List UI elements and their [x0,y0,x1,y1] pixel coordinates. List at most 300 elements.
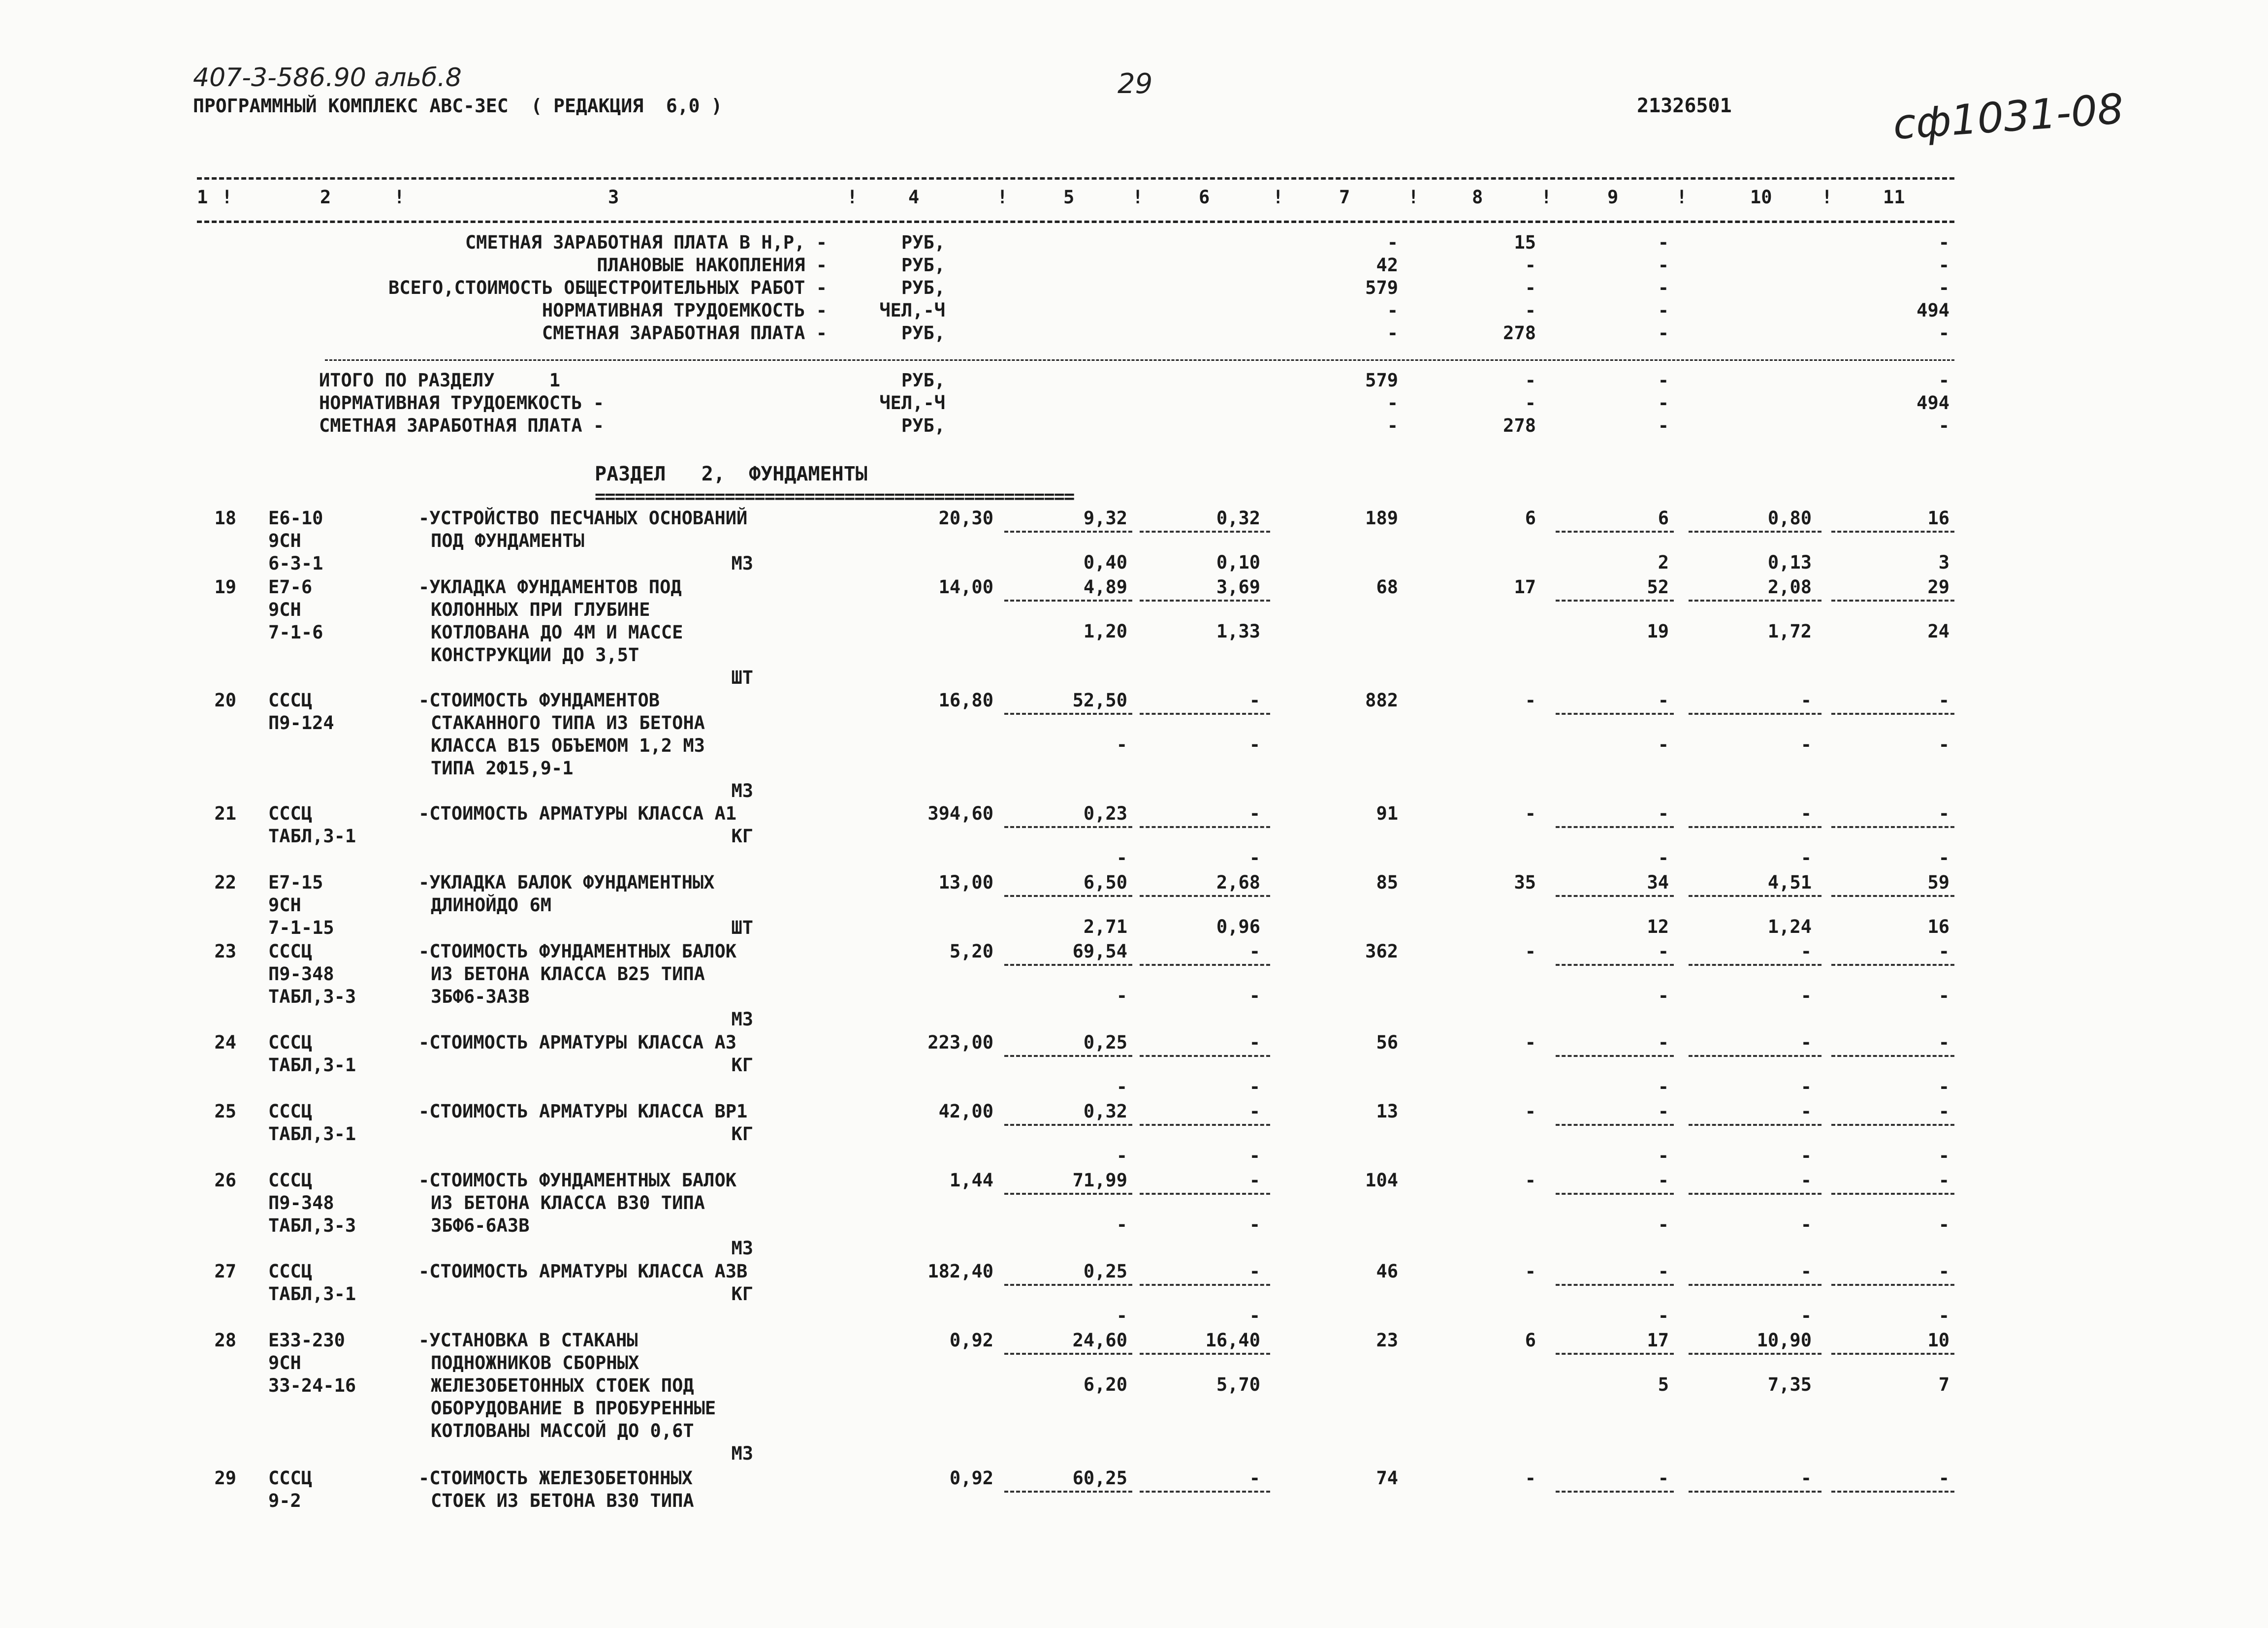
item-code: СССЦ [268,1032,313,1053]
summary-label: СМЕТНАЯ ЗАРАБОТНАЯ ПЛАТА - [319,415,605,436]
labor-unit: - [1800,1032,1812,1053]
unit-cost-machines: - [1249,690,1260,711]
item-unit: КГ [731,1283,753,1305]
column-header-2: 2 [320,187,331,208]
item-description: 3БФ6-3А3В [431,986,530,1007]
underline [1556,600,1674,602]
column-header-1: 1 [197,187,208,208]
labor-total: - [1938,690,1949,711]
item-number: 18 [214,508,236,529]
sub-labor-unit: - [1800,985,1812,1006]
item-code: СССЦ [268,1468,313,1489]
total-machines: - [1658,803,1669,824]
sub-unit-cost-machines: 0,96 [1216,916,1260,937]
underline [1689,1124,1821,1126]
underline [1140,1193,1270,1195]
sub-unit-cost-machines: - [1249,1305,1260,1326]
item-code: СССЦ [268,1261,313,1282]
sub-labor-unit: 0,13 [1767,552,1812,573]
item-code: 9СН [268,599,301,620]
underline [1556,1284,1674,1286]
item-description: -СТОИМОСТЬ ФУНДАМЕНТОВ [418,690,660,711]
sub-total-machines: 5 [1658,1374,1669,1395]
summary-label: ИТОГО ПО РАЗДЕЛУ 1 [319,370,561,391]
qty-value: 20,30 [938,508,993,529]
section-underline: ================================================ [595,486,1074,507]
summary-col9: - [1658,232,1669,253]
sub-total-machines: - [1658,1076,1669,1097]
labor-total: 10 [1927,1330,1949,1351]
item-description: КОТЛОВАНА ДО 4М И МАССЕ [431,622,683,643]
underline [1004,600,1132,602]
summary-label: ВСЕГО,СТОИМОСТЬ ОБЩЕСТРОИТЕЛЬНЫХ РАБОТ - [388,277,827,298]
underline [1689,531,1821,533]
total-wage: - [1525,1101,1536,1122]
item-code: 6-3-1 [268,553,323,574]
total-cost: 104 [1365,1170,1398,1191]
column-header-4: 4 [908,187,920,208]
total-machines: 17 [1647,1330,1669,1351]
item-code: ТАБЛ,3-1 [268,1054,356,1076]
sub-unit-cost: - [1116,734,1127,755]
item-number: 20 [214,690,236,711]
unit-cost-machines: - [1249,941,1260,962]
item-code: ТАБЛ,3-3 [268,1215,356,1236]
item-code: СССЦ [268,941,313,962]
item-description: СТОЕК ИЗ БЕТОНА В30 ТИПА [431,1490,694,1511]
sub-labor-unit: - [1800,1145,1812,1166]
underline [1689,964,1821,966]
labor-total: - [1938,803,1949,824]
qty-value: 16,80 [938,690,993,711]
sub-unit-cost: - [1116,1305,1127,1326]
unit-cost: 52,50 [1072,690,1127,711]
unit-cost-machines: 3,69 [1216,576,1260,598]
sub-unit-cost: - [1116,1076,1127,1097]
sub-labor-unit: - [1800,734,1812,755]
item-description: -СТОИМОСТЬ АРМАТУРЫ КЛАССА ВР1 [418,1101,748,1122]
doc-id: 21326501 [1637,95,1732,117]
sub-total-machines: - [1658,734,1669,755]
item-description: ДЛИНОЙДО 6М [431,894,552,916]
unit-cost-machines: 0,32 [1216,508,1260,529]
summary-col11: - [1938,277,1949,298]
item-code: СССЦ [268,1170,313,1191]
item-description: -СТОИМОСТЬ ФУНДАМЕНТНЫХ БАЛОК [418,941,737,962]
item-code: ТАБЛ,3-3 [268,986,356,1007]
total-wage: - [1525,1032,1536,1053]
item-description: КОНСТРУКЦИИ ДО 3,5Т [431,644,639,666]
summary-col7: 579 [1365,370,1398,391]
item-number: 27 [214,1261,236,1282]
item-number: 23 [214,941,236,962]
unit-cost-machines: - [1249,1032,1260,1053]
underline [1556,1491,1674,1493]
total-wage: 17 [1514,576,1536,598]
sub-labor-total: - [1938,847,1949,868]
sub-labor-total: - [1938,1305,1949,1326]
labor-total: - [1938,1101,1949,1122]
labor-total: 16 [1927,508,1949,529]
page-number: 29 [1118,68,1153,100]
total-wage: 6 [1525,1330,1536,1351]
underline [1556,1124,1674,1126]
underline [1831,1284,1954,1286]
summary-label: НОРМАТИВНАЯ ТРУДОЕМКОСТЬ - [319,392,605,414]
item-code: Е7-6 [268,576,313,598]
summary-unit: РУБ, [901,322,945,344]
item-unit: М3 [731,553,753,574]
summary-col11: - [1938,370,1949,391]
underline [1556,1193,1674,1195]
total-machines: 34 [1647,872,1669,893]
total-wage: 6 [1525,508,1536,529]
sub-unit-cost-machines: - [1249,985,1260,1006]
item-unit: М3 [731,780,753,801]
item-description: ЖЕЛЕЗОБЕТОННЫХ СТОЕК ПОД [431,1375,694,1396]
item-description: 3БФ6-6А3В [431,1215,530,1236]
summary-col11: - [1938,255,1949,276]
sub-labor-total: - [1938,985,1949,1006]
sub-unit-cost: 0,40 [1083,552,1127,573]
sub-unit-cost: 2,71 [1083,916,1127,937]
labor-total: - [1938,941,1949,962]
summary-label: СМЕТНАЯ ЗАРАБОТНАЯ ПЛАТА В Н,Р, - [465,232,827,253]
unit-cost: 4,89 [1083,576,1127,598]
summary-col7: 42 [1376,255,1398,276]
sub-unit-cost-machines: 5,70 [1216,1374,1260,1395]
summary-col8: - [1525,370,1536,391]
total-cost: 56 [1376,1032,1398,1053]
underline [1004,1353,1132,1355]
column-header-7: 7 [1339,187,1350,208]
unit-cost: 0,25 [1083,1032,1127,1053]
qty-value: 42,00 [938,1101,993,1122]
summary-col11: 494 [1917,392,1949,414]
underline [1140,531,1270,533]
underline [1140,826,1270,828]
total-cost: 46 [1376,1261,1398,1282]
item-number: 26 [214,1170,236,1191]
underline [1004,826,1132,828]
sub-total-machines: - [1658,847,1669,868]
unit-cost: 0,25 [1083,1261,1127,1282]
summary-col8: - [1525,392,1536,414]
total-cost: 23 [1376,1330,1398,1351]
total-wage: - [1525,690,1536,711]
summary-unit: РУБ, [901,232,945,253]
column-separator: ! [1821,187,1833,208]
item-description: ПОД ФУНДАМЕНТЫ [431,530,584,551]
item-code: 7-1-15 [268,917,334,938]
labor-unit: 10,90 [1757,1330,1812,1351]
sub-unit-cost-machines: - [1249,847,1260,868]
table-top-rule [197,177,1954,180]
summary-col9: - [1658,300,1669,321]
summary-col7: - [1387,322,1398,344]
unit-cost: 0,23 [1083,803,1127,824]
total-machines: 6 [1658,508,1669,529]
underline [1831,600,1954,602]
item-description: ИЗ БЕТОНА КЛАССА В25 ТИПА [431,963,705,985]
summary-col8: 15 [1514,232,1536,253]
underline [1831,1353,1954,1355]
summary-col9: - [1658,370,1669,391]
summary-unit: РУБ, [901,255,945,276]
item-code: ТАБЛ,3-1 [268,1123,356,1145]
underline [1140,1055,1270,1057]
underline [1004,1055,1132,1057]
labor-total: 59 [1927,872,1949,893]
item-code: Е7-15 [268,872,323,893]
unit-cost-machines: - [1249,1101,1260,1122]
summary-col8: 278 [1503,415,1536,436]
summary-label: НОРМАТИВНАЯ ТРУДОЕМКОСТЬ - [542,300,827,321]
column-header-9: 9 [1607,187,1619,208]
summary-col7: 579 [1365,277,1398,298]
sub-total-machines: - [1658,1305,1669,1326]
underline [1689,1284,1821,1286]
sub-labor-unit: - [1800,1076,1812,1097]
underline [1689,1055,1821,1057]
sub-labor-total: 24 [1927,621,1949,642]
unit-cost: 69,54 [1072,941,1127,962]
underline [1140,1353,1270,1355]
summary-col9: - [1658,322,1669,344]
underline [1831,1055,1954,1057]
underline [1140,713,1270,715]
item-number: 28 [214,1330,236,1351]
underline [1004,1284,1132,1286]
summary-col11: 494 [1917,300,1949,321]
labor-total: 29 [1927,576,1949,598]
sub-labor-unit: - [1800,1214,1812,1235]
item-code: П9-124 [268,712,334,734]
item-description: СТАКАННОГО ТИПА ИЗ БЕТОНА [431,712,705,734]
item-description: ОБОРУДОВАНИЕ В ПРОБУРЕННЫЕ [431,1398,716,1419]
summary-unit: ЧЕЛ,-Ч [879,300,945,321]
unit-cost: 9,32 [1083,508,1127,529]
unit-cost: 60,25 [1072,1468,1127,1489]
sub-total-machines: - [1658,985,1669,1006]
item-code: П9-348 [268,1192,334,1213]
underline [1004,713,1132,715]
unit-cost-machines: 2,68 [1216,872,1260,893]
summary-col7: - [1387,392,1398,414]
summary-col11: - [1938,322,1949,344]
unit-cost-machines: 16,40 [1205,1330,1260,1351]
sub-unit-cost: - [1116,1145,1127,1166]
item-number: 25 [214,1101,236,1122]
sub-total-machines: 12 [1647,916,1669,937]
sub-unit-cost: 1,20 [1083,621,1127,642]
sub-unit-cost-machines: 0,10 [1216,552,1260,573]
item-description: -УКЛАДКА БАЛОК ФУНДАМЕНТНЫХ [418,872,715,893]
sub-unit-cost-machines: - [1249,734,1260,755]
column-header-6: 6 [1199,187,1210,208]
underline [1004,1124,1132,1126]
underline [1831,1491,1954,1493]
underline [1556,826,1674,828]
summary-unit: РУБ, [901,277,945,298]
item-unit: КГ [731,1054,753,1076]
unit-cost-machines: - [1249,803,1260,824]
sub-labor-total: - [1938,1214,1949,1235]
summary-col7: - [1387,415,1398,436]
column-header-10: 10 [1750,187,1772,208]
item-unit: ШТ [731,917,753,938]
item-code: П9-348 [268,963,334,985]
item-description: -УСТАНОВКА В СТАКАНЫ [418,1330,638,1351]
unit-cost: 24,60 [1072,1330,1127,1351]
item-number: 19 [214,576,236,598]
summary-col7: - [1387,232,1398,253]
underline [1689,1491,1821,1493]
sub-unit-cost: 6,20 [1083,1374,1127,1395]
sub-labor-total: 16 [1927,916,1949,937]
qty-value: 13,00 [938,872,993,893]
sub-total-machines: - [1658,1214,1669,1235]
column-separator: ! [394,187,405,208]
labor-unit: - [1800,1170,1812,1191]
sub-unit-cost: - [1116,1214,1127,1235]
total-machines: - [1658,690,1669,711]
underline [1689,713,1821,715]
item-description: -СТОИМОСТЬ ЖЕЛЕЗОБЕТОННЫХ [418,1468,693,1489]
underline [1140,895,1270,897]
underline [1140,1491,1270,1493]
item-code: 9СН [268,1352,301,1373]
item-description: КОЛОННЫХ ПРИ ГЛУБИНЕ [431,599,650,620]
column-separator: ! [222,187,233,208]
total-machines: - [1658,1468,1669,1489]
underline [1689,600,1821,602]
total-cost: 85 [1376,872,1398,893]
item-unit: М3 [731,1443,753,1464]
total-cost: 91 [1376,803,1398,824]
item-code: 9СН [268,530,301,551]
total-machines: - [1658,1170,1669,1191]
underline [1556,1055,1674,1057]
underline [1004,1193,1132,1195]
summary-col7: - [1387,300,1398,321]
sub-total-machines: - [1658,1145,1669,1166]
total-machines: 52 [1647,576,1669,598]
summary-rule [325,359,1954,361]
item-unit: М3 [731,1009,753,1030]
unit-cost-machines: - [1249,1261,1260,1282]
underline [1831,713,1954,715]
sub-total-machines: 19 [1647,621,1669,642]
item-code: Е33-230 [268,1330,345,1351]
labor-unit: - [1800,1261,1812,1282]
item-description: -УКЛАДКА ФУНДАМЕНТОВ ПОД [418,576,682,598]
labor-total: - [1938,1170,1949,1191]
underline [1004,531,1132,533]
sub-total-machines: 2 [1658,552,1669,573]
handwritten-stamp: сф1031-08 [1891,84,2125,149]
total-cost: 362 [1365,941,1398,962]
column-header-5: 5 [1063,187,1075,208]
labor-total: - [1938,1261,1949,1282]
sub-labor-total: - [1938,1145,1949,1166]
sub-labor-unit: 1,72 [1767,621,1812,642]
underline [1689,1353,1821,1355]
item-description: -СТОИМОСТЬ ФУНДАМЕНТНЫХ БАЛОК [418,1170,737,1191]
item-unit: ШТ [731,667,753,688]
total-machines: - [1658,941,1669,962]
total-cost: 74 [1376,1468,1398,1489]
underline [1831,895,1954,897]
item-description: -СТОИМОСТЬ АРМАТУРЫ КЛАССА А1 [418,803,737,824]
sub-unit-cost: - [1116,985,1127,1006]
total-cost: 13 [1376,1101,1398,1122]
item-code: СССЦ [268,1101,313,1122]
item-description: ТИПА 2Ф15,9-1 [431,758,574,779]
item-unit: М3 [731,1238,753,1259]
sub-labor-unit: 7,35 [1767,1374,1812,1395]
item-description: КЛАССА В15 ОБЪЕМОМ 1,2 М3 [431,735,705,756]
item-description: -СТОИМОСТЬ АРМАТУРЫ КЛАССА А3В [418,1261,748,1282]
qty-value: 223,00 [927,1032,993,1053]
labor-unit: 2,08 [1767,576,1812,598]
qty-value: 5,20 [949,941,993,962]
unit-cost-machines: - [1249,1170,1260,1191]
total-machines: - [1658,1032,1669,1053]
item-code: СССЦ [268,690,313,711]
summary-label: ПЛАНОВЫЕ НАКОПЛЕНИЯ - [597,255,827,276]
column-separator: ! [847,187,858,208]
underline [1689,826,1821,828]
sub-labor-total: 7 [1938,1374,1949,1395]
summary-label: СМЕТНАЯ ЗАРАБОТНАЯ ПЛАТА - [542,322,827,344]
labor-unit: - [1800,1101,1812,1122]
qty-value: 0,92 [949,1330,993,1351]
sub-unit-cost-machines: 1,33 [1216,621,1260,642]
item-number: 22 [214,872,236,893]
underline [1831,1193,1954,1195]
sub-labor-total: - [1938,734,1949,755]
item-code: ТАБЛ,3-1 [268,826,356,847]
underline [1004,895,1132,897]
item-unit: КГ [731,1123,753,1145]
sub-labor-unit: - [1800,1305,1812,1326]
underline [1140,1124,1270,1126]
total-machines: - [1658,1261,1669,1282]
total-wage: - [1525,1170,1536,1191]
underline [1831,964,1954,966]
total-cost: 68 [1376,576,1398,598]
total-wage: - [1525,1468,1536,1489]
qty-value: 394,60 [927,803,993,824]
item-code: 33-24-16 [268,1375,356,1396]
section-title: РАЗДЕЛ 2, ФУНДАМЕНТЫ [595,463,867,485]
underline [1556,531,1674,533]
underline [1140,600,1270,602]
sub-unit-cost: - [1116,847,1127,868]
sub-unit-cost-machines: - [1249,1145,1260,1166]
unit-cost: 6,50 [1083,872,1127,893]
unit-cost-machines: - [1249,1468,1260,1489]
qty-value: 14,00 [938,576,993,598]
summary-col8: - [1525,277,1536,298]
sub-unit-cost-machines: - [1249,1076,1260,1097]
underline [1831,1124,1954,1126]
summary-col11: - [1938,415,1949,436]
unit-cost: 71,99 [1072,1170,1127,1191]
qty-value: 0,92 [949,1468,993,1489]
item-code: 9СН [268,894,301,916]
